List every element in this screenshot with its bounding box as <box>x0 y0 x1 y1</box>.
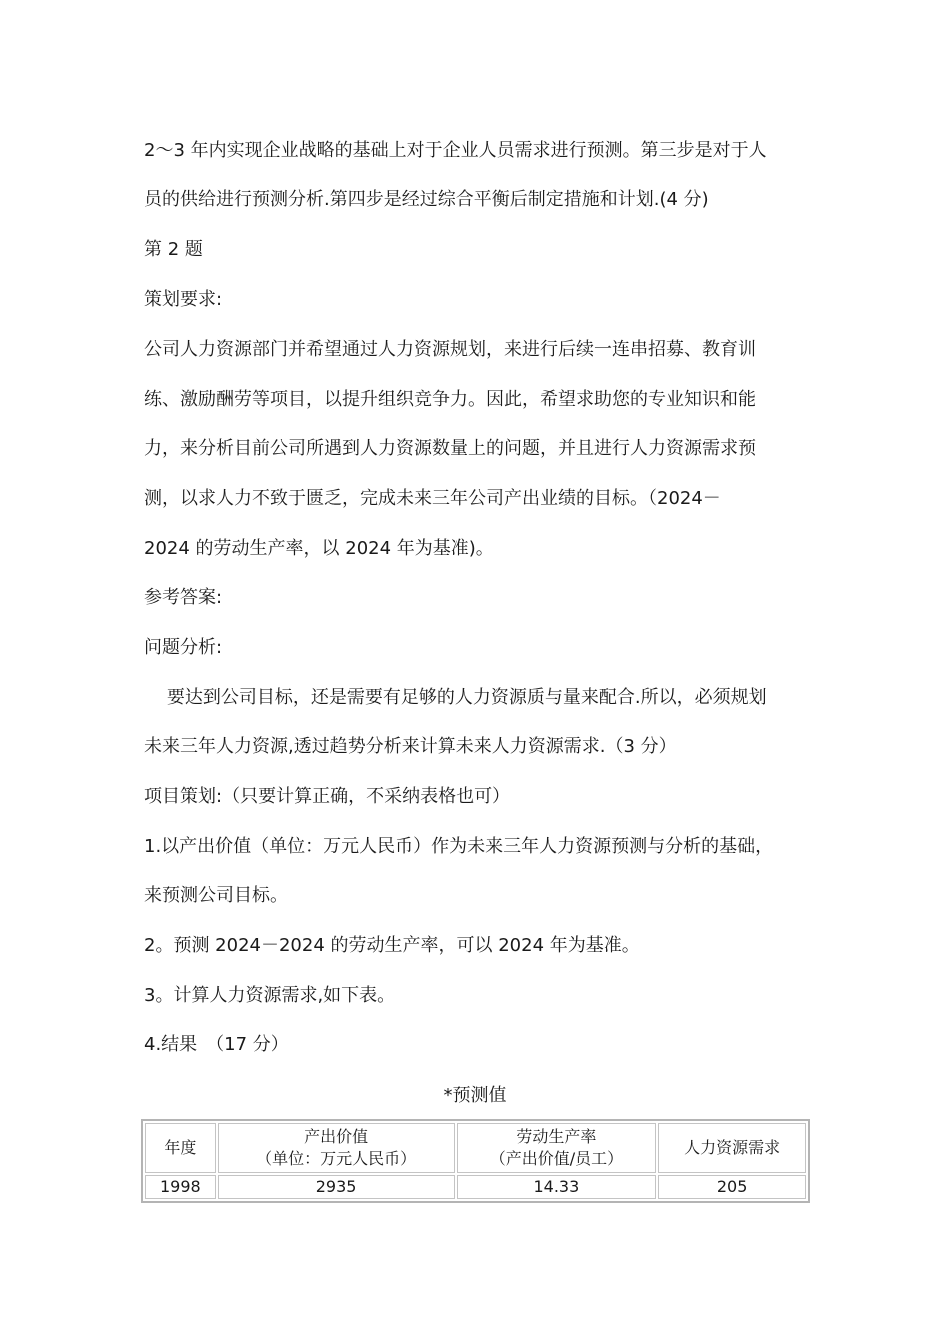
section-label: 策划要求: <box>144 289 223 310</box>
paragraph-line: 测，以求人力不致于匮乏，完成未来三年公司产出业绩的目标。（2024－ <box>144 488 721 509</box>
cell-hr-demand: 205 <box>658 1175 806 1199</box>
table-header-row <box>145 1123 806 1173</box>
header-label: 劳动生产率 <box>516 1127 597 1146</box>
paragraph-line: 未来三年人力资源,透过趋势分析来计算未来人力资源需求.（3 分） <box>144 736 677 757</box>
paragraph-line: 4.结果 （17 分） <box>144 1034 289 1055</box>
forecast-table <box>141 1119 810 1203</box>
paragraph-line: 力，来分析目前公司所遇到人力资源数量上的问题，并且进行人力资源需求预 <box>144 438 756 459</box>
paragraph-line: 2～3 年内实现企业战略的基础上对于企业人员需求进行预测。第三步是对于人 <box>144 140 767 161</box>
header-productivity <box>457 1123 657 1173</box>
paragraph-line: 要达到公司目标，还是需要有足够的人力资源质与量来配合.所以，必须规划 <box>144 687 767 708</box>
header-label: 人力资源需求 <box>684 1138 781 1157</box>
paragraph-line: 2024 的劳动生产率，以 2024 年为基准)。 <box>144 538 494 559</box>
paragraph-line: 员的供给进行预测分析.第四步是经过综合平衡后制定措施和计划.(4 分) <box>144 189 709 210</box>
cell-productivity: 14.33 <box>457 1175 657 1199</box>
paragraph-line: 公司人力资源部门并希望通过人力资源规划，来进行后续一连串招募、教育训 <box>144 339 756 360</box>
header-label: 年度 <box>164 1138 197 1157</box>
section-label: 问题分析: <box>144 637 223 658</box>
table-caption: *预测值 <box>443 1085 507 1106</box>
header-year <box>145 1123 216 1173</box>
paragraph-line: 1.以产出价值（单位：万元人民币）作为未来三年人力资源预测与分析的基础， <box>144 836 774 857</box>
paragraph-line: 练、激励酬劳等项目，以提升组织竞争力。因此，希望求助您的专业知识和能 <box>144 389 756 410</box>
header-sublabel: （产出价值/员工） <box>489 1149 624 1168</box>
cell-output-value: 2935 <box>218 1175 455 1199</box>
section-label: 参考答案: <box>144 587 223 608</box>
paragraph-line: 来预测公司目标。 <box>144 885 288 906</box>
paragraph-line: 3。计算人力资源需求,如下表。 <box>144 985 396 1006</box>
header-label: 产出价值 <box>304 1127 369 1146</box>
table-row <box>145 1175 806 1199</box>
header-hr-demand <box>658 1123 806 1173</box>
question-heading: 第 2 题 <box>144 239 203 260</box>
header-output-value <box>218 1123 455 1173</box>
cell-year: 1998 <box>145 1175 216 1199</box>
section-label: 项目策划:（只要计算正确，不采纳表格也可） <box>144 786 511 807</box>
header-sublabel: （单位：万元人民币） <box>256 1149 417 1168</box>
paragraph-line: 2。预测 2024－2024 的劳动生产率，可以 2024 年为基准。 <box>144 935 640 956</box>
